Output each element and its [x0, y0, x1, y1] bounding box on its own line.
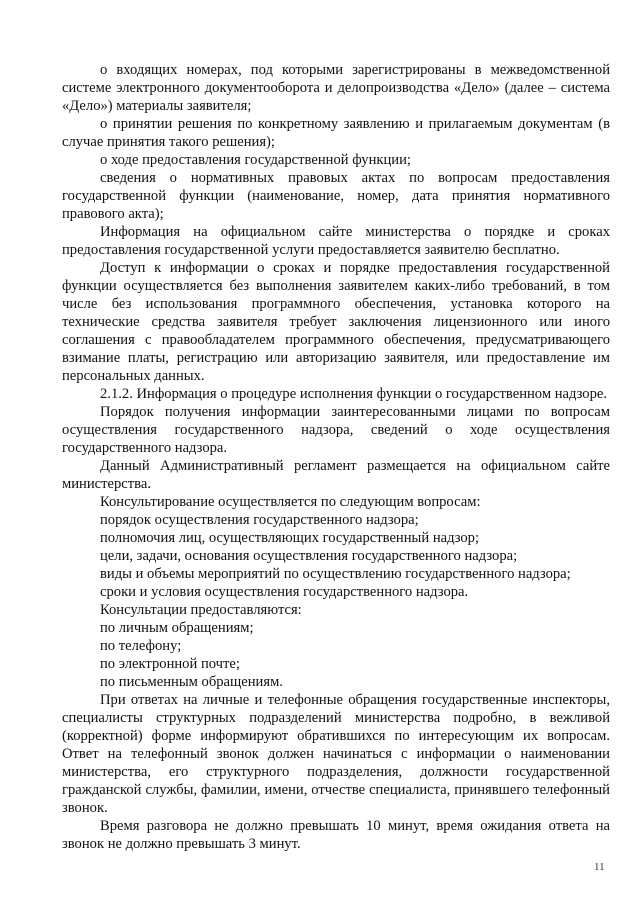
paragraph-consulting-topics: Консультирование осуществляется по следующим вопросам:: [100, 494, 481, 510]
list-item-written: по письменным обращениям.: [100, 674, 283, 690]
page-number: 11: [594, 861, 605, 873]
list-item-personal: по личным обращениям;: [100, 620, 254, 636]
section-heading-2-1-2: 2.1.2. Информация о процедуре исполнения функции о государственном надзоре.: [100, 386, 608, 402]
list-item-phone: по телефону;: [100, 638, 182, 654]
paragraph-consultations: Консультации предоставляются:: [100, 602, 302, 618]
list-item-supervision-order: порядок осуществления государственного надзора;: [100, 512, 419, 528]
list-item-email: по электронной почте;: [100, 656, 240, 672]
paragraph-info-order: Порядок получения информации заинтересованными лицами по вопросам осуществления государственного надзора, сведений о ходе осуществления государственного надзора.: [62, 404, 610, 456]
paragraph-free-info: Информация на официальном сайте министерства о порядке и сроках предоставления государственной услуги предоставляется заявителю бесплатно.: [62, 224, 610, 258]
body-text: [62, 61, 610, 853]
list-item-activities: виды и объемы мероприятий по осуществлению государственного надзора;: [100, 566, 571, 582]
paragraph-normative-acts: сведения о нормативных правовых актах по вопросам предоставления государственной функции (наименование, номер, дата принятия нормативного правового акта);: [62, 170, 610, 222]
paragraph-incoming-numbers: о входящих номерах, под которыми зарегистрированы в межведомственной системе электронного документооборота и делопроизводства «Дело» (далее – система «Дело») материалы заявителя;: [62, 62, 610, 114]
paragraph-regulation-posted: Данный Административный регламент размещается на официальном сайте министерства.: [62, 458, 610, 492]
list-item-terms: сроки и условия осуществления государственного надзора.: [100, 584, 469, 600]
paragraph-answers: При ответах на личные и телефонные обращения государственные инспекторы, специалисты структурных подразделений министерства подробно, в вежливой (корректной) форме информируют обратившихся по интересующим их вопросам. Ответ на телефонный звонок должен начинаться с информации о наименовании министерства, его структурного подразделения, должности государственной гражданской службы, фамилии, имени, отчестве специалиста, принявшего телефонный звонок.: [62, 692, 610, 816]
paragraph-access-info: Доступ к информации о сроках и порядке предоставления государственной функции осуществляется без выполнения заявителем каких-либо требований, в том числе без использования программного обеспечения, установка которого на технические средства заявителя требует заключения лицензионного или иного соглашения с правообладателем программного обеспечения, предусматривающего взимание платы, регистрацию или авторизацию заявителя, или предоставление им персональных данных.: [62, 260, 610, 384]
paragraph-call-time: Время разговора не должно превышать 10 минут, время ожидания ответа на звонок не должно превышать 3 минут.: [62, 818, 610, 852]
paragraph-decision: о принятии решения по конкретному заявлению и прилагаемым документам (в случае принятия такого решения);: [62, 116, 610, 150]
list-item-powers: полномочия лиц, осуществляющих государственный надзор;: [100, 530, 480, 546]
paragraph-function-progress: о ходе предоставления государственной функции;: [100, 152, 411, 168]
list-item-goals: цели, задачи, основания осуществления государственного надзора;: [100, 548, 518, 564]
